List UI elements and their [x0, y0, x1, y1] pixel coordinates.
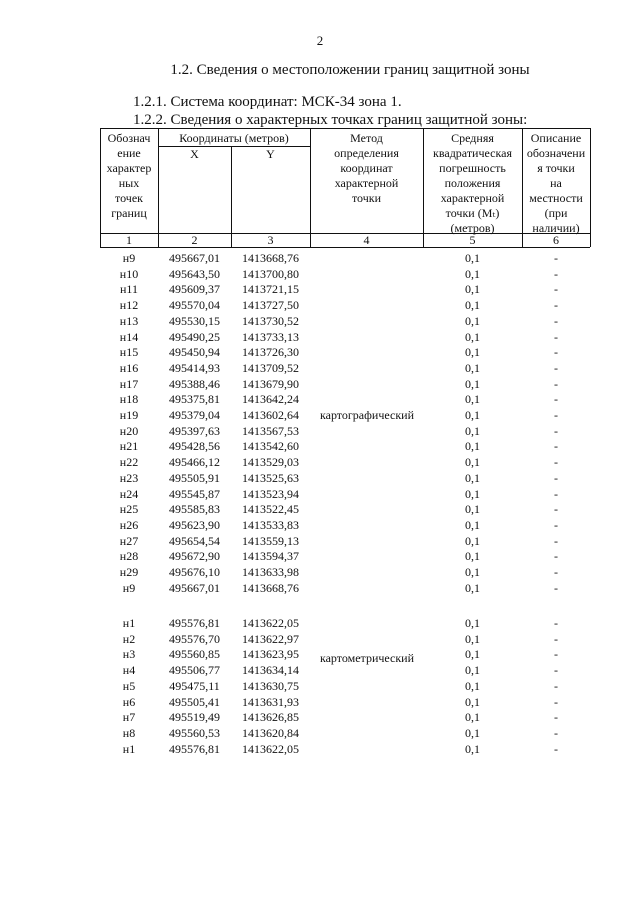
table-row: [0, 423, 640, 439]
point-id-cell: н21: [119, 439, 139, 454]
description-cell: -: [554, 298, 558, 313]
description-cell: -: [554, 282, 558, 297]
column-number: 6: [553, 233, 559, 247]
table-row: [0, 517, 640, 533]
accuracy-cell: 0,1: [465, 565, 480, 579]
y-coordinate-cell: 1413602,64: [242, 408, 299, 422]
y-coordinate-cell: 1413679,90: [242, 376, 299, 391]
y-coordinate-cell: 1413523,94: [242, 486, 299, 501]
x-coordinate-cell: 495643,50: [169, 266, 220, 281]
section-title: 1.2. Сведения о местоположении границ защитной зоны: [170, 62, 530, 78]
point-id-cell: н26: [119, 517, 139, 532]
x-coordinate-cell: 495585,83: [169, 502, 220, 517]
accuracy-cell: 0,1: [465, 549, 480, 564]
col-divider-7: [590, 128, 591, 247]
table-row: [0, 533, 640, 549]
accuracy-cell: 0,1: [465, 517, 480, 532]
description-cell: -: [554, 376, 558, 391]
x-coordinate-cell: 495505,41: [169, 694, 220, 709]
description-cell: -: [554, 345, 558, 360]
accuracy-cell: 0,1: [465, 376, 480, 391]
column-number: 5: [469, 233, 476, 247]
description-cell: -: [554, 631, 558, 646]
header-x: X: [190, 147, 199, 161]
x-coordinate-cell: 495388,46: [169, 376, 220, 391]
table-row: [0, 266, 640, 282]
table-row: [0, 470, 640, 486]
accuracy-cell: 0,1: [465, 647, 480, 662]
point-id-cell: н3: [122, 647, 136, 662]
point-id-cell: н1: [122, 616, 136, 630]
y-coordinate-cell: 1413709,52: [242, 360, 299, 375]
table-row: [0, 615, 640, 631]
accuracy-cell: 0,1: [465, 313, 480, 328]
x-coordinate-cell: 495414,93: [169, 360, 220, 375]
table-row: [0, 725, 640, 741]
accuracy-cell: 0,1: [465, 439, 480, 454]
accuracy-cell: 0,1: [465, 725, 480, 740]
description-cell: -: [554, 470, 558, 485]
point-id-cell: н23: [119, 470, 139, 485]
header-coordinates: Координаты (метров): [179, 131, 289, 145]
table-row: [0, 344, 640, 360]
description-cell: -: [554, 647, 558, 662]
method-cartographic: картографический: [319, 408, 414, 422]
accuracy-cell: 0,1: [465, 533, 480, 548]
subsection-coordinate-system: 1.2.1. Система координат: МСК-34 зона 1.: [133, 94, 402, 110]
table-row: [0, 564, 640, 580]
column-number: 1: [126, 233, 132, 247]
description-cell: -: [554, 725, 558, 740]
y-coordinate-cell: 1413525,63: [242, 470, 299, 485]
y-coordinate-cell: 1413633,98: [242, 565, 299, 579]
x-coordinate-cell: 495623,90: [169, 517, 220, 532]
column-number: 4: [363, 233, 370, 247]
accuracy-cell: 0,1: [465, 694, 480, 709]
table-row: [0, 250, 640, 266]
description-cell: -: [554, 251, 558, 265]
header-method: Метод определения координат характерной точки: [334, 131, 399, 205]
point-id-cell: н13: [119, 313, 139, 328]
y-coordinate-cell: 1413522,45: [242, 502, 299, 517]
accuracy-cell: 0,1: [465, 678, 480, 693]
y-coordinate-cell: 1413631,93: [242, 694, 299, 709]
x-coordinate-cell: 495466,12: [169, 455, 220, 470]
accuracy-cell: 0,1: [465, 663, 480, 678]
point-id-cell: н28: [119, 549, 139, 564]
y-coordinate-cell: 1413642,24: [242, 392, 299, 407]
accuracy-cell: 0,1: [465, 455, 480, 470]
x-coordinate-cell: 495560,85: [169, 647, 220, 662]
point-id-cell: н12: [119, 298, 139, 313]
header-designation: Обознач ение характер ных точек границ: [106, 131, 152, 220]
y-coordinate-cell: 1413542,60: [242, 439, 299, 454]
accuracy-cell: 0,1: [465, 329, 480, 344]
table-row: [0, 486, 640, 502]
accuracy-cell: 0,1: [465, 423, 480, 438]
description-cell: -: [554, 502, 558, 517]
table-row: [0, 454, 640, 470]
table-row: [0, 329, 640, 345]
x-coordinate-cell: 495519,49: [169, 710, 220, 725]
point-id-cell: н27: [119, 533, 139, 548]
y-coordinate-cell: 1413529,03: [242, 455, 299, 470]
point-id-cell: н1: [122, 741, 136, 756]
x-coordinate-cell: 495545,87: [169, 486, 220, 501]
y-coordinate-cell: 1413533,83: [242, 517, 299, 532]
accuracy-cell: 0,1: [465, 580, 480, 595]
header-accuracy: Средняя квадратическая погрешность положения характерной точки (Mₜ) (метров): [433, 131, 512, 235]
table-row: [0, 709, 640, 725]
point-id-cell: н4: [122, 663, 136, 678]
description-cell: -: [554, 710, 558, 725]
x-coordinate-cell: 495475,11: [169, 678, 220, 693]
point-id-cell: н14: [119, 329, 139, 344]
accuracy-cell: 0,1: [465, 345, 480, 360]
point-id-cell: н8: [122, 725, 136, 740]
y-coordinate-cell: 1413700,80: [242, 266, 299, 281]
subsection-points-info: 1.2.2. Сведения о характерных точках границ защитной зоны:: [133, 112, 528, 128]
point-id-cell: н24: [119, 486, 139, 501]
table-row: [0, 297, 640, 313]
point-id-cell: н6: [122, 694, 136, 709]
x-coordinate-cell: 495576,81: [169, 616, 220, 630]
description-cell: -: [554, 580, 558, 595]
description-cell: -: [554, 678, 558, 693]
x-coordinate-cell: 495576,81: [169, 741, 220, 756]
y-coordinate-cell: 1413726,30: [242, 345, 299, 360]
description-cell: -: [554, 549, 558, 564]
y-coordinate-cell: 1413567,53: [242, 423, 299, 438]
accuracy-cell: 0,1: [465, 282, 480, 297]
table-row: [0, 281, 640, 297]
description-cell: -: [554, 694, 558, 709]
table-row: [0, 631, 640, 647]
table-row: [0, 548, 640, 564]
point-id-cell: н19: [119, 408, 139, 422]
accuracy-cell: 0,1: [465, 408, 480, 422]
x-coordinate-cell: 495654,54: [169, 533, 220, 548]
x-coordinate-cell: 495672,90: [169, 549, 220, 564]
accuracy-cell: 0,1: [465, 616, 480, 630]
x-coordinate-cell: 495609,37: [169, 282, 220, 297]
accuracy-cell: 0,1: [465, 486, 480, 501]
description-cell: -: [554, 486, 558, 501]
table-row: [0, 313, 640, 329]
y-coordinate-cell: 1413721,15: [242, 282, 299, 297]
description-cell: -: [554, 329, 558, 344]
x-coordinate-cell: 495375,81: [169, 392, 220, 407]
description-cell: -: [554, 741, 558, 756]
y-coordinate-cell: 1413622,05: [242, 616, 299, 630]
x-coordinate-cell: 495570,04: [169, 298, 220, 313]
table-row: [0, 694, 640, 710]
point-id-cell: н29: [119, 565, 139, 579]
column-number: 2: [191, 233, 198, 247]
description-cell: -: [554, 439, 558, 454]
x-coordinate-cell: 495667,01: [169, 251, 220, 265]
description-cell: -: [554, 360, 558, 375]
y-coordinate-cell: 1413559,13: [242, 533, 299, 548]
point-id-cell: н20: [119, 423, 139, 438]
y-coordinate-cell: 1413733,13: [242, 329, 299, 344]
y-coordinate-cell: 1413668,76: [242, 251, 299, 265]
x-coordinate-cell: 495490,25: [169, 329, 220, 344]
accuracy-cell: 0,1: [465, 710, 480, 725]
description-cell: -: [554, 423, 558, 438]
y-coordinate-cell: 1413668,76: [242, 580, 299, 595]
point-id-cell: н5: [122, 678, 136, 693]
y-coordinate-cell: 1413727,50: [242, 298, 299, 313]
point-id-cell: н9: [122, 580, 136, 595]
description-cell: -: [554, 266, 558, 281]
accuracy-cell: 0,1: [465, 502, 480, 517]
x-coordinate-cell: 495560,53: [169, 725, 220, 740]
x-coordinate-cell: 495530,15: [169, 313, 220, 328]
table-row: [0, 741, 640, 757]
x-coordinate-cell: 495397,63: [169, 423, 220, 438]
accuracy-cell: 0,1: [465, 392, 480, 407]
point-id-cell: н17: [119, 376, 139, 391]
accuracy-cell: 0,1: [465, 741, 480, 756]
x-coordinate-cell: 495667,01: [169, 580, 220, 595]
table-row: [0, 501, 640, 517]
y-coordinate-cell: 1413730,52: [242, 313, 299, 328]
description-cell: -: [554, 533, 558, 548]
page-number: 2: [316, 33, 324, 48]
header-y: Y: [266, 147, 275, 161]
accuracy-cell: 0,1: [465, 298, 480, 313]
point-id-cell: н10: [119, 266, 139, 281]
column-number: 3: [267, 233, 274, 247]
point-id-cell: н9: [122, 251, 136, 265]
accuracy-cell: 0,1: [465, 470, 480, 485]
y-coordinate-cell: 1413626,85: [242, 710, 299, 725]
table-top-border: [100, 128, 590, 129]
description-cell: -: [554, 616, 558, 630]
table-row: [0, 391, 640, 407]
table-row: [0, 580, 640, 596]
y-coordinate-cell: 1413622,97: [242, 631, 299, 646]
accuracy-cell: 0,1: [465, 251, 480, 265]
x-coordinate-cell: 495505,91: [169, 470, 220, 485]
accuracy-cell: 0,1: [465, 631, 480, 646]
table-row: [0, 438, 640, 454]
point-id-cell: н18: [119, 392, 139, 407]
x-coordinate-cell: 495450,94: [169, 345, 220, 360]
method-cartometric: картометрический: [319, 651, 415, 665]
x-coordinate-cell: 495379,04: [169, 408, 220, 422]
y-coordinate-cell: 1413634,14: [242, 663, 299, 678]
x-coordinate-cell: 495428,56: [169, 439, 220, 454]
description-cell: -: [554, 313, 558, 328]
point-id-cell: н22: [119, 455, 139, 470]
description-cell: -: [554, 565, 558, 579]
header-description: Описание обозначени я точки на местности (при наличии): [526, 131, 586, 235]
point-id-cell: н11: [120, 282, 138, 297]
point-id-cell: н16: [119, 360, 139, 375]
description-cell: -: [554, 408, 558, 422]
point-id-cell: н15: [119, 345, 139, 360]
point-id-cell: н25: [119, 502, 139, 517]
x-coordinate-cell: 495576,70: [169, 631, 220, 646]
x-coordinate-cell: 495676,10: [169, 565, 220, 579]
y-coordinate-cell: 1413594,37: [242, 549, 299, 564]
table-row: [0, 376, 640, 392]
point-id-cell: н7: [122, 710, 136, 725]
y-coordinate-cell: 1413620,84: [242, 725, 299, 740]
y-coordinate-cell: 1413622,05: [242, 741, 299, 756]
description-cell: -: [554, 663, 558, 678]
table-row: [0, 360, 640, 376]
point-id-cell: н2: [122, 631, 136, 646]
description-cell: -: [554, 517, 558, 532]
y-coordinate-cell: 1413630,75: [242, 678, 299, 693]
x-coordinate-cell: 495506,77: [169, 663, 220, 678]
description-cell: -: [554, 392, 558, 407]
table-row: [0, 678, 640, 694]
y-coordinate-cell: 1413623,95: [242, 647, 299, 662]
description-cell: -: [554, 455, 558, 470]
accuracy-cell: 0,1: [465, 266, 480, 281]
accuracy-cell: 0,1: [465, 360, 480, 375]
